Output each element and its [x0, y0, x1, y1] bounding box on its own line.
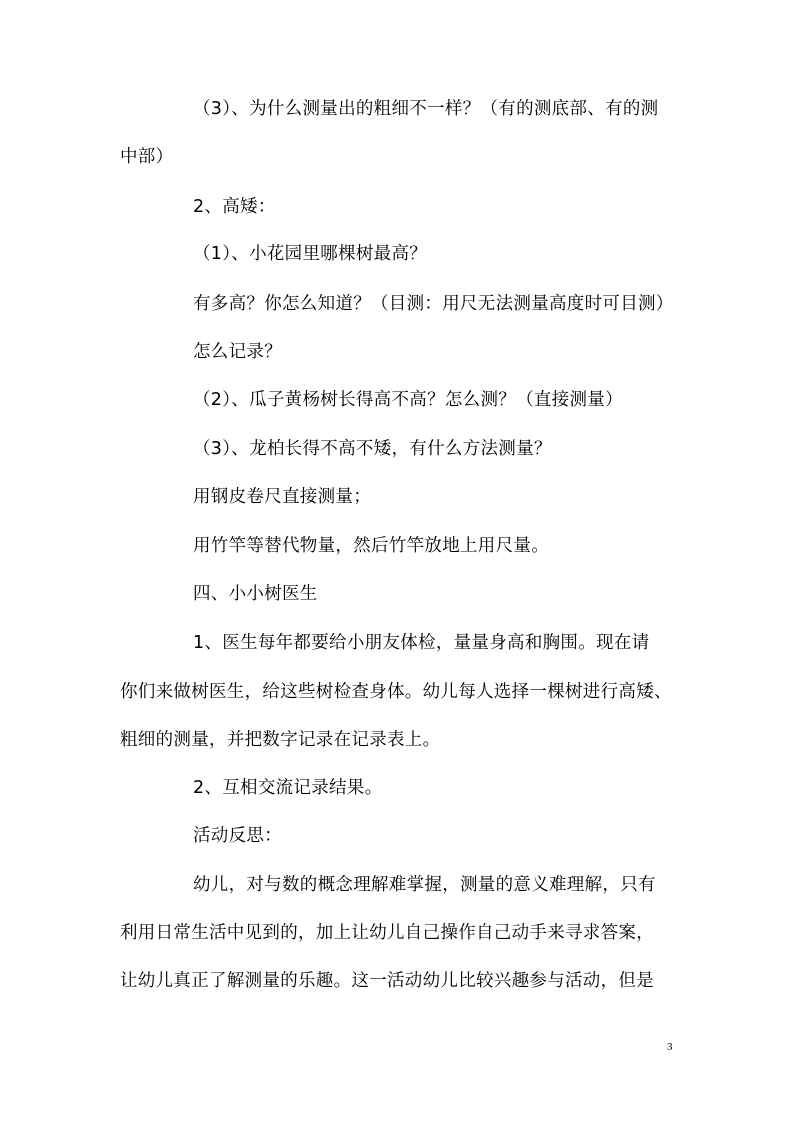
paragraph-line: （3）、为什么测量出的粗细不一样？（有的测底部、有的测 — [193, 99, 659, 119]
paragraph-line: 用钢皮卷尺直接测量； — [193, 487, 371, 507]
paragraph-line: 你们来做树医生，给这些树检查身体。幼儿每人选择一棵树进行高矮、 — [120, 682, 672, 702]
paragraph-line: 让幼儿真正了解测量的乐趣。这一活动幼儿比较兴趣参与活动，但是 — [120, 971, 654, 991]
paragraph-line: （2）、瓜子黄杨树长得高不高？怎么测？（直接测量） — [193, 390, 623, 410]
paragraph-line: 1、医生每年都要给小朋友体检，量量身高和胸围。现在请 — [193, 633, 650, 653]
paragraph-line: 有多高？你怎么知道？（目测：用尺无法测量高度时可目测） — [193, 294, 674, 314]
section-heading: 四、小小树医生 — [193, 584, 318, 604]
paragraph-line: （3）、龙柏长得不高不矮，有什么方法测量？ — [193, 439, 552, 459]
paragraph-line: 利用日常生活中见到的，加上让幼儿自己操作自己动手来寻求答案， — [120, 923, 654, 943]
page-number: 3 — [667, 1041, 673, 1053]
paragraph-line: 幼儿，对与数的概念理解难掌握，测量的意义难理解，只有 — [193, 875, 656, 895]
section-heading: 2、高矮： — [193, 197, 276, 217]
paragraph-line: 用竹竿等替代物量，然后竹竿放地上用尺量。 — [193, 536, 549, 556]
paragraph-line: 怎么记录？ — [193, 342, 282, 362]
paragraph-line: 粗细的测量，并把数字记录在记录表上。 — [120, 730, 441, 750]
section-heading: 活动反思： — [193, 826, 282, 846]
paragraph-line: 2、互相交流记录结果。 — [193, 778, 383, 798]
paragraph-line: 中部） — [120, 147, 174, 167]
paragraph-line: （1）、小花园里哪棵树最高？ — [193, 244, 428, 264]
